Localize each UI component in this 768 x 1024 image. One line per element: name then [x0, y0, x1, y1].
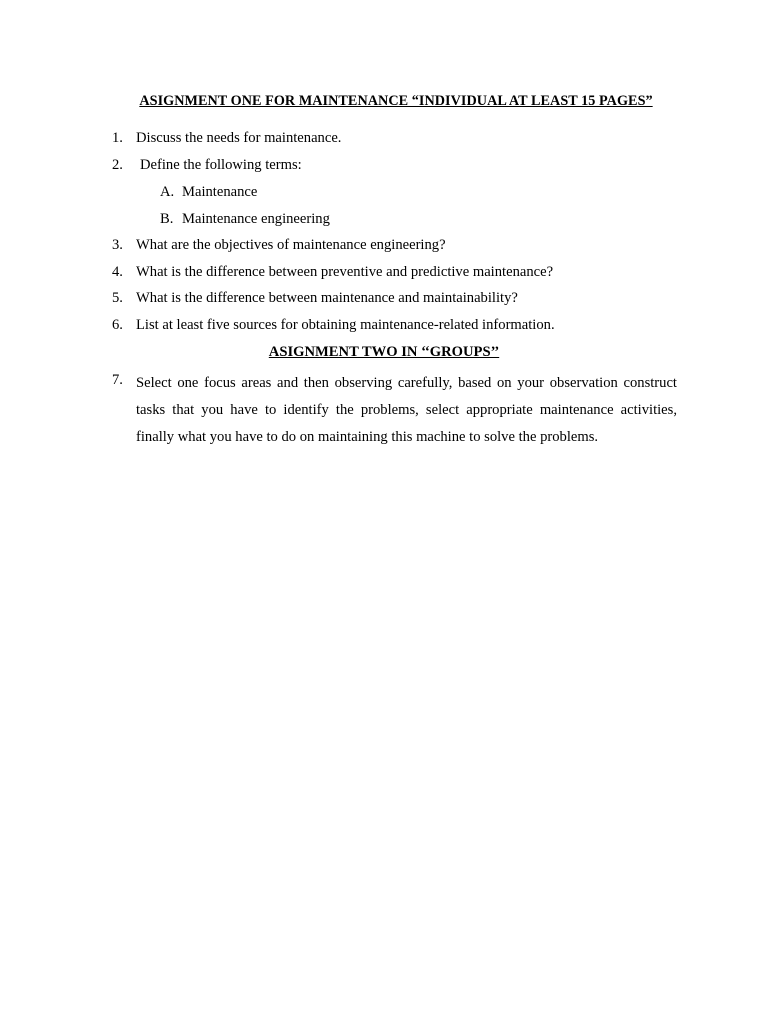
item-text: What is the difference between preventive and predictive maintenance? — [136, 264, 554, 280]
assignment-two-heading: ASIGNMENT TWO IN ‘‘GROUPS’’ — [268, 344, 500, 360]
item-number: 4. — [112, 264, 123, 280]
item-number: 2. — [112, 157, 123, 173]
assignment-one-title: ASIGNMENT ONE FOR MAINTENANCE “INDIVIDUAL AT LEAST 15 PAGES” — [139, 93, 653, 109]
item-number: 1. — [112, 130, 123, 146]
item-number: 6. — [112, 317, 123, 333]
item-text: Discuss the needs for maintenance. — [136, 130, 342, 146]
sub-item-text: Maintenance — [182, 184, 258, 200]
item-text: What are the objectives of maintenance engineering? — [136, 237, 446, 253]
item-number: 5. — [112, 290, 123, 306]
item-text: Define the following terms: — [140, 157, 302, 173]
item-number: 7. — [112, 372, 123, 388]
item-number: 3. — [112, 237, 123, 253]
sub-item-text: Maintenance engineering — [182, 211, 330, 227]
item-text: List at least five sources for obtaining maintenance-related information. — [136, 317, 555, 333]
sub-item-letter: B. — [160, 211, 174, 227]
sub-item-letter: A. — [160, 184, 175, 200]
item-text: What is the difference between maintenance and maintainability? — [136, 290, 518, 306]
item-paragraph: Select one focus areas and then observing carefully, based on your observation construct tasks that you have to identify the problems, select appropriate maintenance activities, finally what you have to do on maintaining this machine to solve the problems. — [136, 375, 677, 445]
